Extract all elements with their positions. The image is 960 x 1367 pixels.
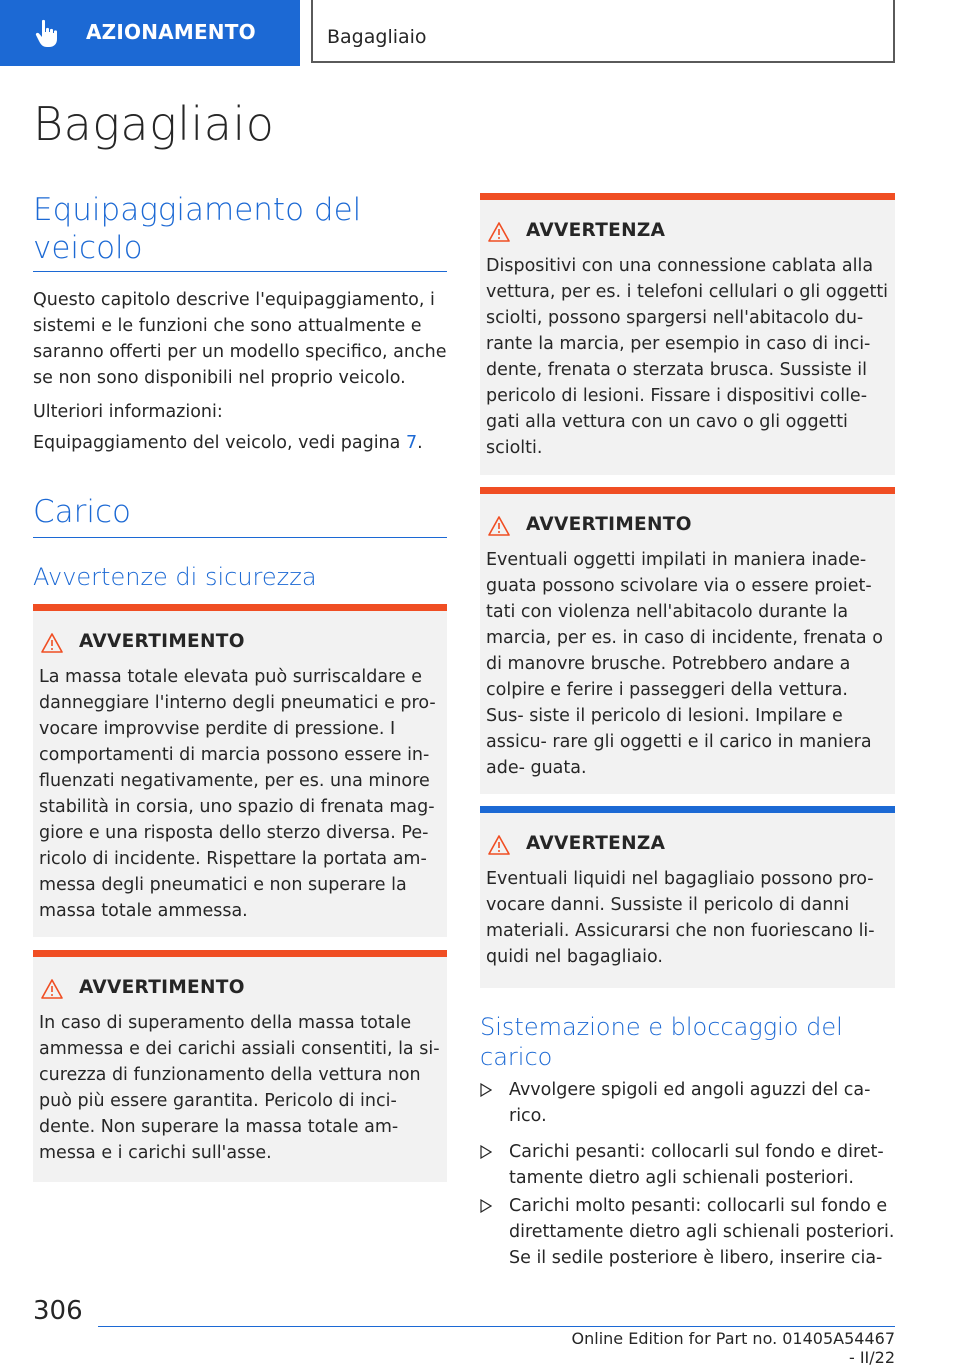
warning-box-4 [480,487,895,794]
warning-body: Eventuali oggetti impilati in maniera inade- guata possono scivolare via o essere proiet- tati con violenza nell'abitacolo durante la marcia, per es. in caso di incidente, frenata o di manovre brusche. Potrebbero andare a colpire e ferire i passeggeri della vettura. Sus- siste il pericolo di lesioni. Impilare e assicu- rare gli oggetti e il carico in maniera ade- guata. [486,550,883,778]
equipment-paragraph: Questo capitolo descrive l'equipaggiamento, i sistemi e le funzioni che sono attualmente e saranno offerti per un modello specifico, anche se non sono disponibili nel proprio veicolo. [33,290,447,388]
reference-end: . [417,433,423,453]
safety-subheading: Avvertenze di sicurezza [33,563,317,591]
warning-body: Dispositivi con una connessione cablata alla vettura, per es. i telefoni cellulari o gli oggetti sciolti, possono spargersi nell'abitacolo du- rante la marcia, per esempio in caso di inci- dente, frenata o sterzata brusca. Sussiste il pericolo di lesioni. Fissare i dispositivi colle- gati alla vettura con un cavo o gli oggetti sciolti. [486,256,889,458]
equipment-heading-line1: Equipaggiamento del [33,192,362,228]
warning-triangle-icon [487,834,511,856]
warning-triangle-icon [487,221,511,243]
list-item-text: Avvolgere spigoli ed angoli aguzzi del ca- rico. [509,1080,871,1126]
equipment-heading [33,191,361,267]
carico-divider [33,537,447,538]
warning-triangle-icon [487,515,511,537]
reference-text: Equipaggiamento del veicolo, vedi pagina [33,433,406,453]
warning-box-1 [33,604,447,937]
section-label: AZIONAMENTO [86,20,256,44]
breadcrumb [311,0,895,63]
sistemazione-heading-line2: carico [480,1043,553,1071]
warning-bar [33,950,447,957]
caution-bar [480,806,895,813]
warning-bar [480,193,895,200]
warning-title: AVVERTIMENTO [526,514,692,535]
bullet-triangle-icon [480,1145,492,1159]
warning-title: AVVERTIMENTO [79,631,245,652]
page-link[interactable]: 7 [405,433,418,453]
footer-divider [98,1326,895,1327]
warning-bar [33,604,447,611]
equipment-divider [33,271,447,272]
equipment-heading-line2: veicolo [33,230,143,266]
warning-box-5 [480,806,895,988]
section-tab[interactable] [0,0,300,66]
warning-box-3 [480,193,895,475]
warning-triangle-icon [40,978,64,1000]
list-item-text: Carichi pesanti: collocarli sul fondo e diret- tamente dietro agli schienali posteriori. [509,1142,884,1188]
list-item-text: Carichi molto pesanti: collocarli sul fondo e direttamente dietro agli schienali posteriori. Se il sedile posteriore è libero, inserire cia- [509,1196,895,1268]
sistemazione-heading [480,1012,895,1072]
equipment-reference [33,430,449,456]
warning-triangle-icon [40,632,64,654]
page-number: 306 [33,1296,83,1326]
breadcrumb-label: Bagagliaio [327,26,427,48]
more-info-label: Ulteriori informazioni: [33,402,223,422]
page-title: Bagagliaio [33,97,275,151]
warning-box-2 [33,950,447,1182]
warning-body: Eventuali liquidi nel bagagliaio possono pro- vocare danni. Sussiste il pericolo di danni materiali. Assicurarsi che non fuoriescano li- quidi nel bagagliaio. [486,869,875,967]
carico-heading: Carico [33,494,132,530]
warning-title: AVVERTIMENTO [79,977,245,998]
sistemazione-heading-line1: Sistemazione e bloccaggio del [480,1013,843,1041]
warning-body: La massa totale elevata può surriscaldare e danneggiare l'interno degli pneumatici e pro- vocare improvvise perdite di pressione. I comportamenti di marcia possono essere in- fluenzati negativamente, per es. una minore stabilità in corsia, uno spazio di frenata mag- giore e una risposta dello sterzo diversa. Pe- ricolo di incidente. Rispettare la portata am- messa degli pneumatici e non superare la massa totale ammessa. [39,667,436,921]
edition-note: Online Edition for Part no. 01405A54467 - II/22 [571,1329,895,1367]
warning-bar [480,487,895,494]
warning-title: AVVERTENZA [526,833,666,854]
hand-pointer-icon [33,18,65,50]
warning-body: In caso di superamento della massa totale ammessa e dei carichi assiali consentiti, la si- curezza di funzionamento della vettura non può più essere garantita. Pericolo di inci- dente. Non superare la massa totale am- messa e i carichi sull'asse. [39,1013,440,1163]
bullet-triangle-icon [480,1199,492,1213]
bullet-triangle-icon [480,1083,492,1097]
warning-title: AVVERTENZA [526,220,666,241]
